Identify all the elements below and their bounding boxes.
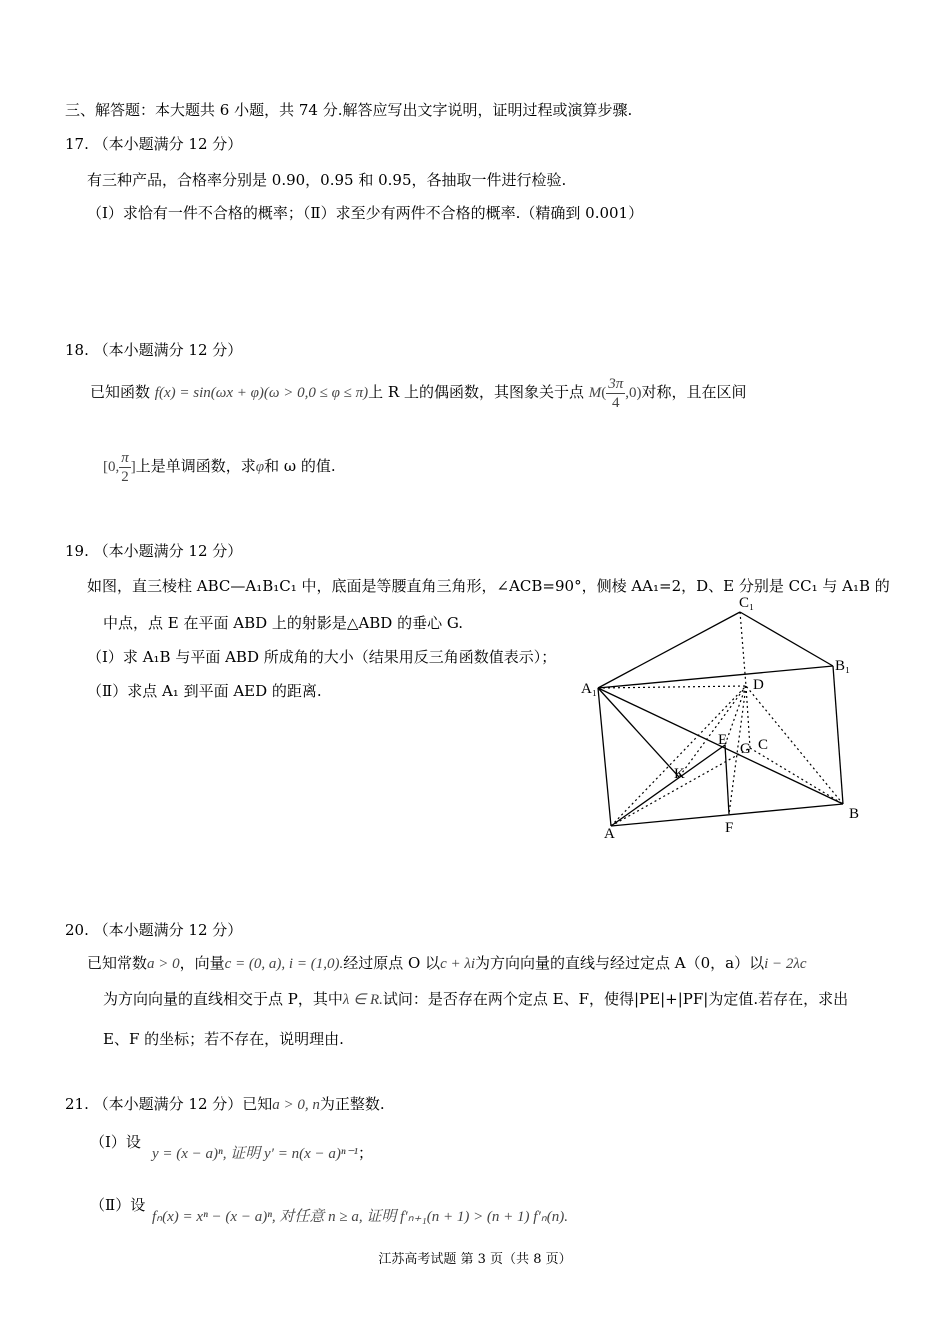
q18-frac-num: 3π	[608, 375, 624, 392]
q20-l1b: ，向量	[179, 954, 225, 972]
q19-line2: 中点，点 E 在平面 ABD 上的射影是△ABD 的垂心 G.	[103, 614, 464, 632]
q20-points: （本小题满分 12 分）	[93, 921, 243, 939]
q18-suffix: 对称，且在区间	[641, 383, 747, 401]
q21-number: 21.	[65, 1095, 89, 1113]
q19-number: 19.	[65, 542, 89, 560]
q18-line2	[103, 446, 336, 487]
q18-fraction	[606, 375, 625, 412]
label-g: G	[740, 741, 751, 757]
q18-line2-text: 上是单调函数，求	[135, 457, 256, 475]
q18-phi: φ	[255, 459, 265, 475]
edge-b1-b	[833, 666, 843, 804]
q21-header	[65, 1094, 385, 1115]
q18-line1: 已知函数 f(x) = sin(ωx + φ)(ω > 0,0 ≤ φ ≤ π)上 R 上的偶函数，其图象关于点 M( $\frac{3\pi}{4}$ ,0)对称，且在区间	[90, 375, 747, 411]
q20-m4: i − 2λc	[764, 956, 807, 972]
q18-prefix: 已知函数	[90, 383, 151, 401]
page-footer: 江苏高考试题 第 3 页（共 8 页）	[378, 1252, 572, 1267]
q18-header	[65, 340, 242, 360]
q21-intro-end: 为正整数.	[319, 1095, 385, 1113]
q20-l2a: 为方向向量的直线相交于点 P，其中	[103, 990, 343, 1008]
q18-points: （本小题满分 12 分）	[93, 341, 243, 359]
q21-intro-math: a > 0, n	[272, 1097, 320, 1113]
q17-header	[65, 134, 242, 154]
label-b1: B₁	[835, 658, 851, 674]
label-c1: C₁	[739, 595, 755, 611]
q20-l1d: 为方向向量的直线与经过定点 A（0，a）以	[475, 954, 765, 972]
q17-number: 17.	[65, 135, 89, 153]
q17-line2: （Ⅰ）求恰有一件不合格的概率；（Ⅱ）求至少有两件不合格的概率.（精确到 0.001）	[87, 204, 644, 222]
prism-figure	[575, 590, 895, 850]
q18-function-expr: f(x) = sin(ωx + φ)(ω > 0,0 ≤ φ ≤ π)	[154, 385, 369, 401]
q19-points: （本小题满分 12 分）	[93, 542, 243, 560]
segment-a1-k	[598, 688, 679, 777]
q19-line1: 如图，直三棱柱 ABC—A₁B₁C₁ 中，底面是等腰直角三角形，∠ACB=90°，侧棱 AA₁=2，D、E 分别是 CC₁ 与 A₁B 的	[87, 577, 890, 595]
q18-point-tail: ,0)	[625, 385, 642, 401]
q18-interval-close: ]	[130, 459, 136, 475]
q20-line1	[87, 953, 807, 974]
q18-interval-den: 2	[121, 468, 129, 485]
q20-l2b: 试问：是否存在两个定点 E、F，使得|PE|+|PF|为定值.若存在，求出	[382, 990, 849, 1008]
q18-point-m: M	[588, 385, 602, 401]
label-f: F	[725, 820, 734, 836]
q21-part2-label: （Ⅱ）设	[90, 1196, 146, 1214]
edge-d-c-dashed	[746, 686, 750, 748]
q21-part1	[90, 1132, 141, 1152]
q20-line2	[103, 989, 848, 1010]
q18-number: 18.	[65, 341, 89, 359]
q21-part1-math: y = (x − a)ⁿ, 证明 y′ = n(x − a)ⁿ⁻¹	[152, 1146, 358, 1162]
label-b: B	[849, 806, 860, 822]
q18-interval-num: π	[121, 449, 129, 466]
q20-header	[65, 920, 242, 940]
label-c: C	[758, 737, 769, 753]
segment-c-b-dashed	[750, 748, 843, 804]
q20-number: 20.	[65, 921, 89, 939]
q18-interval-fraction	[119, 449, 131, 486]
q19-part1: （Ⅰ）求 A₁B 与平面 ABD 所成角的大小（结果用反三角函数值表示）；	[87, 648, 557, 666]
q18-interval-open: [0,	[103, 459, 120, 475]
q18-line2-end: 和 ω 的值.	[264, 457, 336, 475]
q18-frac-den: 4	[612, 394, 620, 411]
label-d: D	[753, 677, 764, 693]
q17-line1: 有三种产品，合格率分别是 0.90，0.95 和 0.95，各抽取一件进行检验.	[87, 171, 567, 189]
segment-e-f	[725, 745, 729, 814]
q21-part2	[90, 1195, 145, 1215]
q20-l1a: 已知常数	[87, 954, 148, 972]
q21-intro: （本小题满分 12 分）已知	[93, 1095, 273, 1113]
segment-a-e	[611, 745, 725, 826]
label-a1: A₁	[581, 681, 598, 697]
q19-part2: （Ⅱ）求点 A₁ 到平面 AED 的距离.	[87, 682, 322, 700]
label-a: A	[604, 826, 615, 842]
q20-m3: c + λi	[440, 956, 476, 972]
q20-m1: a > 0	[147, 956, 180, 972]
q21-part1-formula	[152, 1143, 373, 1164]
edge-c1-b1	[740, 612, 833, 666]
q21-part2-formula	[152, 1206, 568, 1227]
section-heading: 三、解答题：本大题共 6 小题，共 74 分.解答应写出文字说明，证明过程或演算步骤.	[65, 101, 633, 119]
q20-m5: λ ∈ R.	[342, 992, 383, 1008]
q21-part1-label: （Ⅰ）设	[90, 1133, 141, 1151]
q21-part1-end: ；	[358, 1144, 374, 1162]
q20-l1c: 经过原点 O 以	[343, 954, 441, 972]
edge-a1-a	[598, 688, 611, 826]
q17-points: （本小题满分 12 分）	[93, 135, 243, 153]
q19-header	[65, 541, 242, 561]
q20-m2: c = (0, a), i = (1,0).	[224, 956, 344, 972]
label-e: E	[718, 732, 728, 748]
q21-part2-math: fₙ(x) = xⁿ − (x − a)ⁿ, 对任意 n ≥ a, 证明 f′ₙ₊₁(n + 1) > (n + 1) f′ₙ(n).	[152, 1209, 568, 1225]
label-k: K	[674, 766, 685, 782]
q18-mid: 上 R 上的偶函数，其图象关于点	[368, 383, 584, 401]
segment-d-e-dashed	[725, 686, 746, 745]
q20-line3: E、F 的坐标；若不存在，说明理由.	[103, 1030, 344, 1048]
